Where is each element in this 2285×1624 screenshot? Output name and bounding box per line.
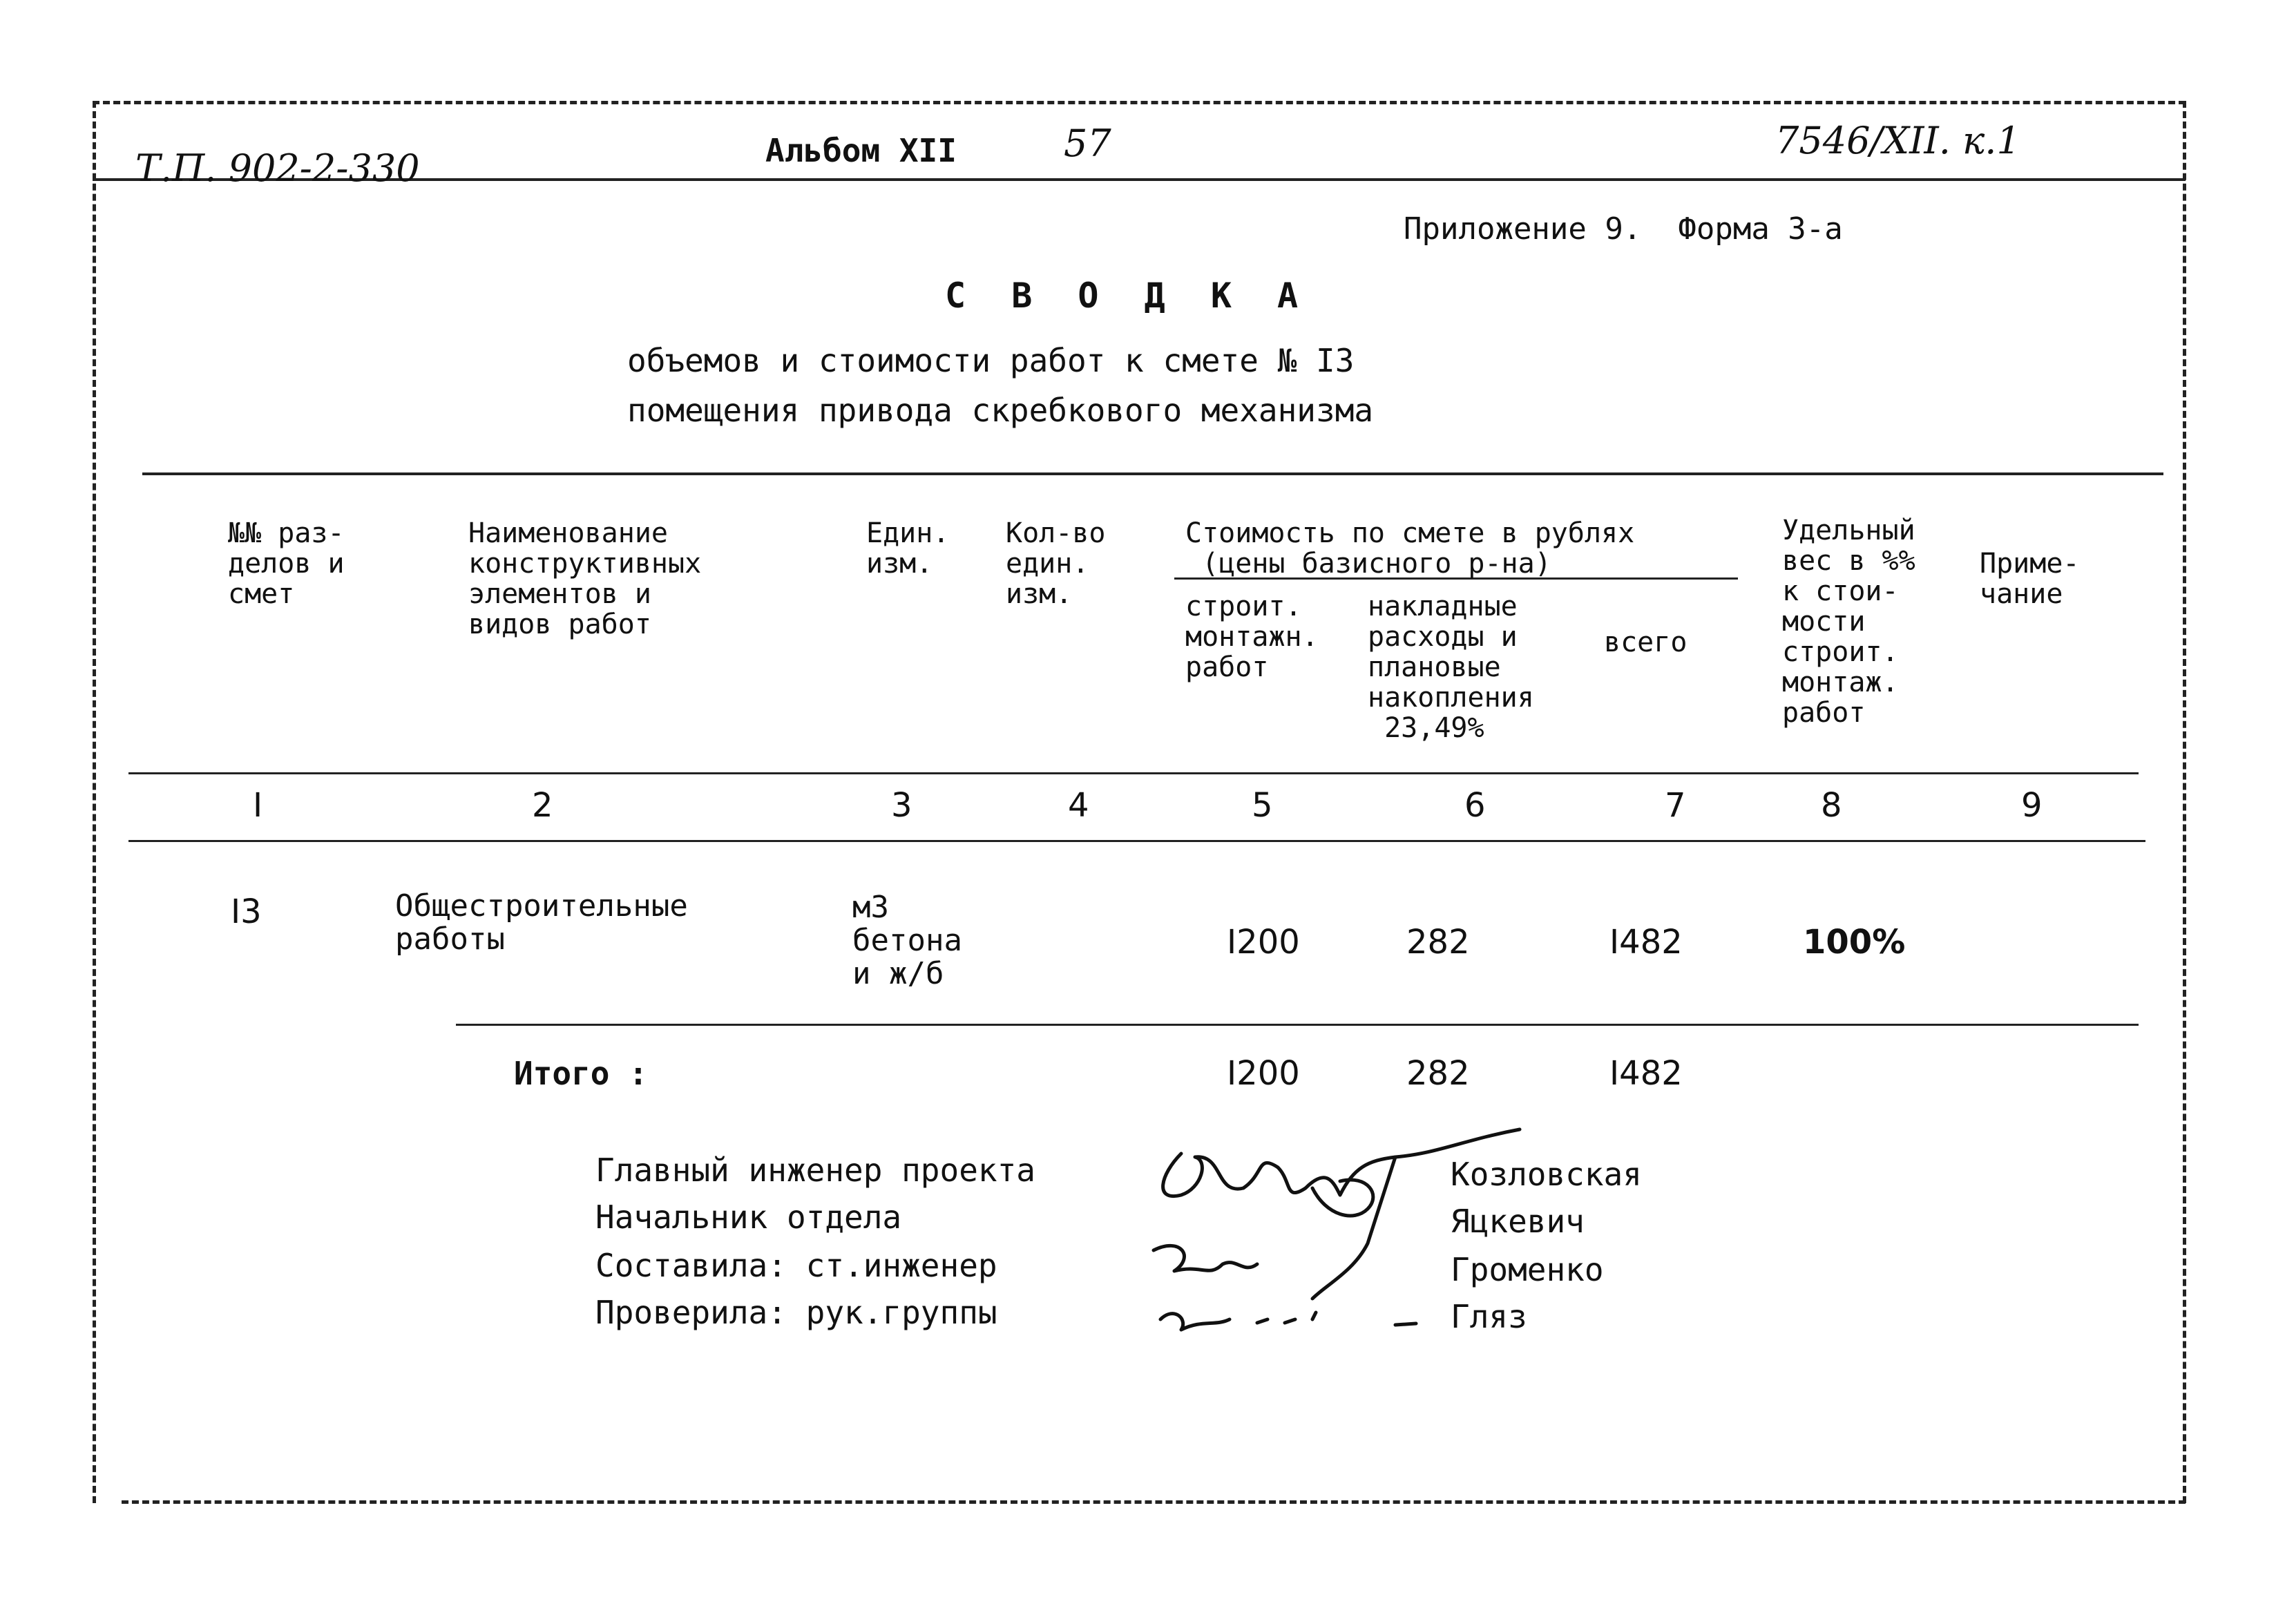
row-bottom-rule [456,1024,2139,1026]
header-total: всего [1604,627,1688,658]
album-label: Альбом XII [765,132,957,169]
table-top-rule [142,472,2163,475]
header-overhead: накладные расходы и плановые накопления 23,49% [1368,591,1534,744]
signature-name: Гляз [1451,1298,1527,1335]
column-number: 8 [1821,786,1842,825]
totals-label: Итого : [514,1055,648,1092]
row-unit: м3 бетона и ж/б [852,890,962,991]
column-number: 7 [1665,786,1686,825]
document-subtitle-2: помещения привода скребкового механизма [627,392,1374,429]
header-bottom-rule [128,772,2139,774]
column-number: 3 [891,786,912,825]
row-construction-cost: I200 [1227,923,1300,962]
column-number: 4 [1068,786,1089,825]
header-share: Удельный вес в %% к стои- мости строит. монтаж. работ [1782,515,1915,729]
totals-total: I482 [1609,1054,1683,1093]
appendix-label: Приложение 9. Форма 3-а [1404,211,1843,247]
row-total: I482 [1609,923,1683,962]
column-number: I [253,786,263,825]
signature-name: Громенко [1451,1251,1604,1288]
tp-code: Т.П. 902-2-330 [135,146,420,190]
frame-left-border [93,101,96,1503]
header-element-name: Наименование конструктивных элементов и видов работ [468,517,702,640]
row-overhead: 282 [1406,923,1470,962]
document-subtitle-1: объемов и стоимости работ к смете № I3 [627,342,1355,379]
column-number: 2 [532,786,553,825]
column-number: 5 [1252,786,1273,825]
signature-role: Составила: ст.инженер [595,1247,997,1284]
header-note: Приме- чание [1980,548,2080,610]
frame-right-border [2183,101,2186,1503]
header-section-no: №№ раз- делов и смет [228,517,345,610]
signature-role: Проверила: рук.группы [595,1294,997,1331]
frame-top-border [93,101,2186,104]
archive-number: 7546/XII. к.1 [1775,119,2020,162]
signature-name: Яцкевич [1451,1203,1585,1240]
handwritten-signatures [1105,1091,1589,1368]
document-title: С В О Д К А [945,276,1311,316]
header-unit: Един. изм. [866,517,950,580]
totals-construction-cost: I200 [1227,1054,1300,1093]
signature-role: Начальник отдела [595,1198,902,1236]
sheet-number: 57 [1064,122,1111,165]
row-element-name: Общестроительные работы [395,888,688,957]
header-cost-group: Стоимость по смете в рублях (цены базисного р-на) [1185,517,1635,580]
row-section-number: I3 [231,892,262,931]
column-number: 6 [1464,786,1486,825]
column-number: 9 [2021,786,2043,825]
column-numbers-rule [128,840,2145,842]
totals-overhead: 282 [1406,1054,1470,1093]
signature-name: Козловская [1451,1156,1642,1193]
frame-bottom-border [122,1500,2186,1504]
header-quantity: Кол-во един. изм. [1006,517,1106,610]
row-share: 100% [1803,923,1906,962]
signature-role: Главный инженер проекта [595,1152,1035,1189]
header-construction-cost: строит. монтажн. работ [1185,591,1319,683]
